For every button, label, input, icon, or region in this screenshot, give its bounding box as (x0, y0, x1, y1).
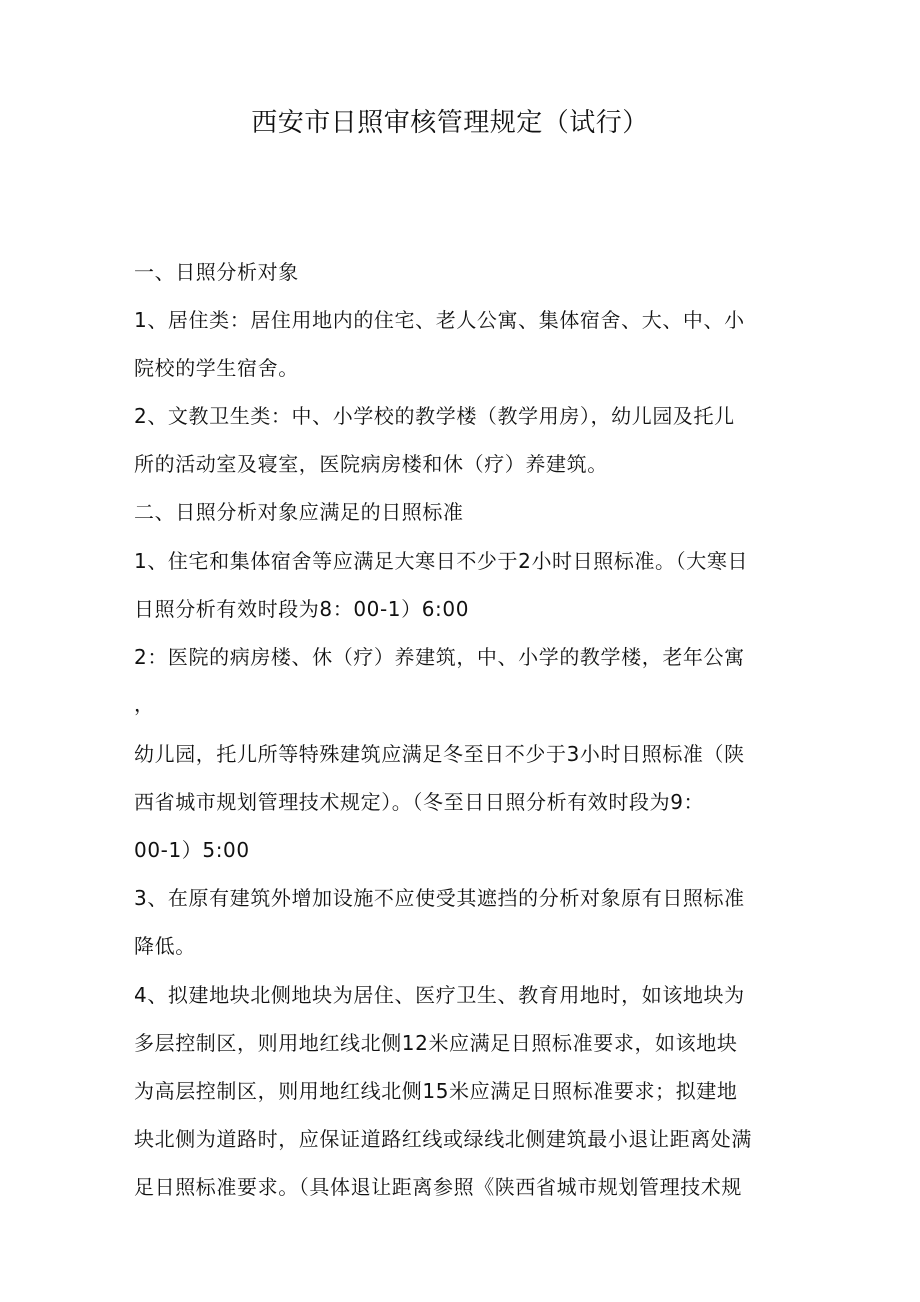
section-heading-1: 一、日照分析对象 (134, 260, 299, 284)
paragraph-line: 3、在原有建筑外增加设施不应使受其遮挡的分析对象原有日照标准 (134, 886, 745, 910)
paragraph-line: 1、住宅和集体宿舍等应满足大寒日不少于2小时日照标准。（大寒日 (134, 549, 749, 573)
paragraph-line: 日照分析有效时段为8：00-1）6:00 (134, 597, 470, 621)
paragraph-line: 00-1）5:00 (134, 838, 250, 862)
paragraph-line: 幼儿园，托儿所等特殊建筑应满足冬至日不少于3小时日照标准（陕 (134, 742, 745, 766)
paragraph-line: 1、居住类：居住用地内的住宅、老人公寓、集体宿舍、大、中、小 (134, 308, 745, 332)
paragraph-line: 4、拟建地块北侧地块为居住、医疗卫生、教育用地时，如该地块为 (134, 983, 745, 1007)
paragraph-line: ， (134, 692, 155, 716)
paragraph-line: 为高层控制区，则用地红线北侧15米应满足日照标准要求；拟建地 (134, 1079, 738, 1103)
paragraph-line: 降低。 (134, 934, 196, 958)
paragraph-line: 2、文教卫生类：中、小学校的教学楼（教学用房），幼儿园及托儿 (134, 404, 735, 428)
paragraph-line: 2：医院的病房楼、休（疗）养建筑，中、小学的教学楼，老年公寓 (134, 645, 745, 669)
document-title: 西安市日照审核管理规定（试行） (251, 108, 649, 138)
paragraph-line: 块北侧为道路时，应保证道路红线或绿线北侧建筑最小退让距离处满 (134, 1127, 752, 1151)
paragraph-line: 院校的学生宿舍。 (134, 356, 299, 380)
section-heading-2: 二、日照分析对象应满足的日照标准 (134, 500, 464, 524)
paragraph-line: 多层控制区，则用地红线北侧12米应满足日照标准要求，如该地块 (134, 1031, 738, 1055)
paragraph-line: 西省城市规划管理技术规定）。（冬至日日照分析有效时段为9： (134, 790, 705, 814)
paragraph-line: 所的活动室及寝室，医院病房楼和休（疗）养建筑。 (134, 452, 608, 476)
paragraph-line: 足日照标准要求。（具体退让距离参照《陕西省城市规划管理技术规 (134, 1175, 742, 1199)
